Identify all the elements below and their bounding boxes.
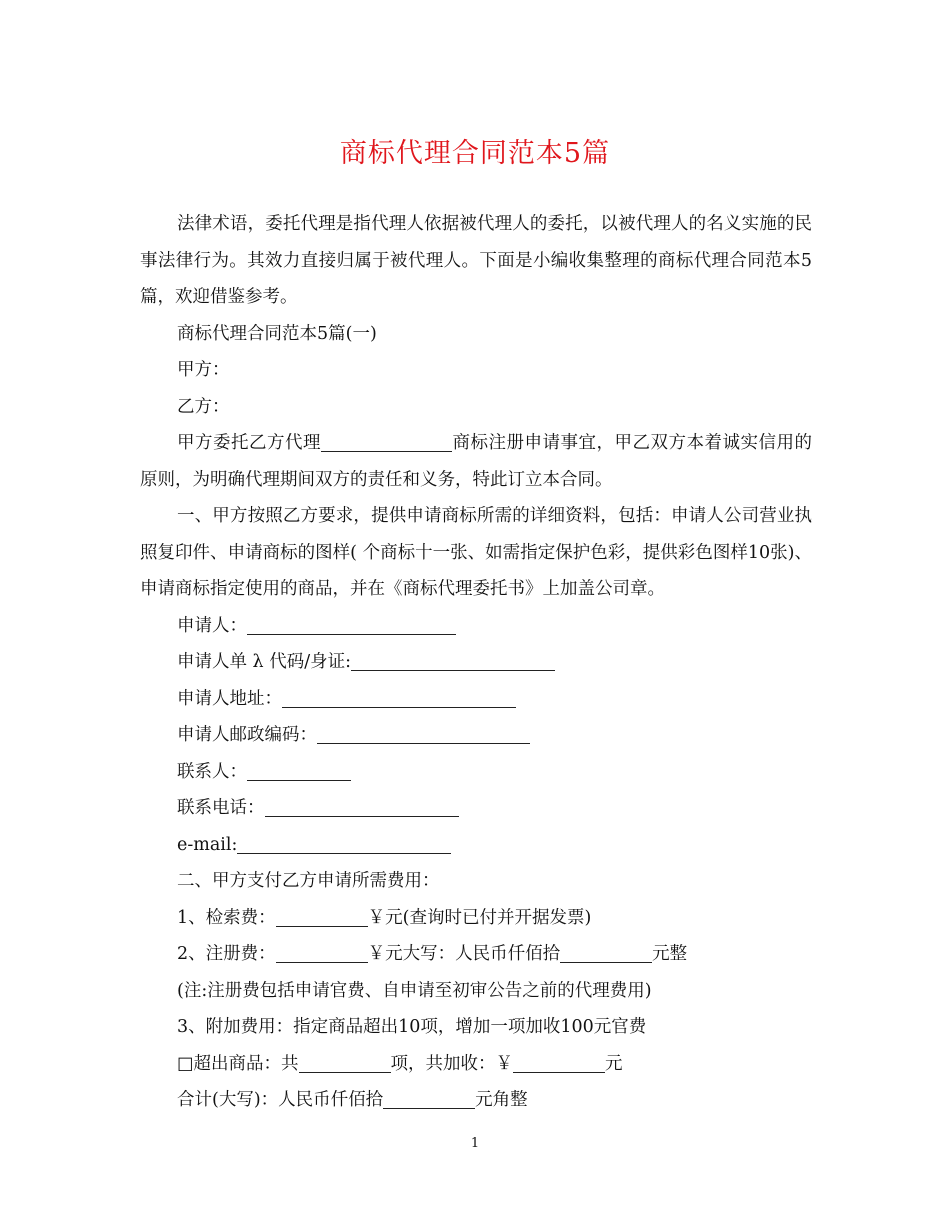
postcode-blank — [317, 721, 530, 744]
extra-goods-line — [140, 1046, 812, 1083]
extra-count-blank — [299, 1050, 391, 1073]
address-blank — [282, 685, 516, 708]
fee-note: (注:注册费包括申请官费、自申请至初审公告之前的代理费用) — [177, 980, 652, 1001]
entrust-text-before: 甲方委托乙方代理 — [177, 433, 321, 453]
total-blank — [383, 1086, 475, 1109]
entrust-paragraph — [140, 425, 812, 498]
address-field — [140, 681, 812, 718]
applicant-blank — [247, 612, 456, 635]
party-b-label: 乙方： — [177, 396, 230, 417]
section-heading: 商标代理合同范本5篇(一) — [177, 323, 377, 344]
fee-2-line — [140, 936, 812, 973]
address-label: 申请人地址： — [177, 688, 282, 709]
extra-goods-after: 元 — [605, 1053, 623, 1074]
contact-field — [140, 754, 812, 791]
trademark-blank — [321, 429, 452, 452]
fee-2-label: 2、注册费： — [177, 944, 276, 964]
total-line — [140, 1082, 812, 1119]
document-body — [140, 206, 812, 1119]
phone-label: 联系电话： — [177, 798, 265, 818]
email-blank — [237, 831, 451, 854]
applicant-code-label: 申请人单 λ 代码/身证: — [177, 652, 352, 672]
applicant-code-blank — [351, 648, 555, 671]
fee-3-line: 3、附加费用：指定商品超出10项，增加一项加收100元官费 — [177, 1017, 647, 1037]
phone-field — [140, 790, 812, 827]
fee-1-line — [140, 900, 812, 937]
fee-2-after: 元整 — [652, 944, 688, 964]
applicant-code-field — [140, 644, 812, 681]
intro-paragraph: 法律术语，委托代理是指代理人依据被代理人的委托，以被代理人的名义实施的民事法律行为。其效力直接归属于被代理人。下面是小编收集整理的商标代理合同范本5篇，欢迎借鉴参考。 — [140, 214, 812, 307]
fee-2-blank — [276, 940, 368, 963]
extra-goods-label: □超出商品：共 — [177, 1053, 299, 1074]
contact-label: 联系人： — [177, 761, 247, 782]
fee-2-middle: ￥元大写：人民币仟佰拾 — [367, 944, 561, 964]
party-a-label: 甲方： — [177, 360, 230, 380]
contact-blank — [247, 758, 351, 781]
fee-1-after: ￥元(查询时已付并开据发票) — [367, 907, 592, 928]
fee-1-blank — [276, 904, 368, 927]
total-label: 合计(大写)：人民币仟佰拾 — [177, 1090, 384, 1110]
extra-goods-middle: 项，共加收：￥ — [390, 1053, 514, 1074]
clause-2-heading: 二、甲方支付乙方申请所需费用： — [177, 871, 440, 891]
document-title: 商标代理合同范本5篇 — [339, 138, 611, 169]
entrust-text-after: 商标注册申请事宜，甲乙双方本着诚实信用的原则，为明确代理期间双方的责任和义务，特此订立本合同。 — [140, 433, 812, 490]
fee-1-label: 1、检索费： — [177, 907, 276, 928]
postcode-field — [140, 717, 812, 754]
email-label: e-mail: — [177, 834, 238, 855]
page-number: 1 — [470, 1136, 480, 1151]
postcode-label: 申请人邮政编码： — [177, 725, 317, 745]
fee-2-amount-blank — [560, 940, 652, 963]
extra-amount-blank — [513, 1050, 605, 1073]
total-after: 元角整 — [475, 1090, 528, 1110]
email-field — [140, 827, 812, 864]
phone-blank — [265, 794, 459, 817]
clause-1-paragraph: 一、甲方按照乙方要求，提供申请商标所需的详细资料，包括：申请人公司营业执照复印件、申请商标的图样( 个商标十一张、如需指定保护色彩，提供彩色图样10张)、申请商标指定使用的商品，并在《商标代理委托书》上加盖公司章。 — [140, 506, 812, 599]
applicant-label: 申请人： — [177, 615, 247, 636]
applicant-field — [140, 608, 812, 645]
